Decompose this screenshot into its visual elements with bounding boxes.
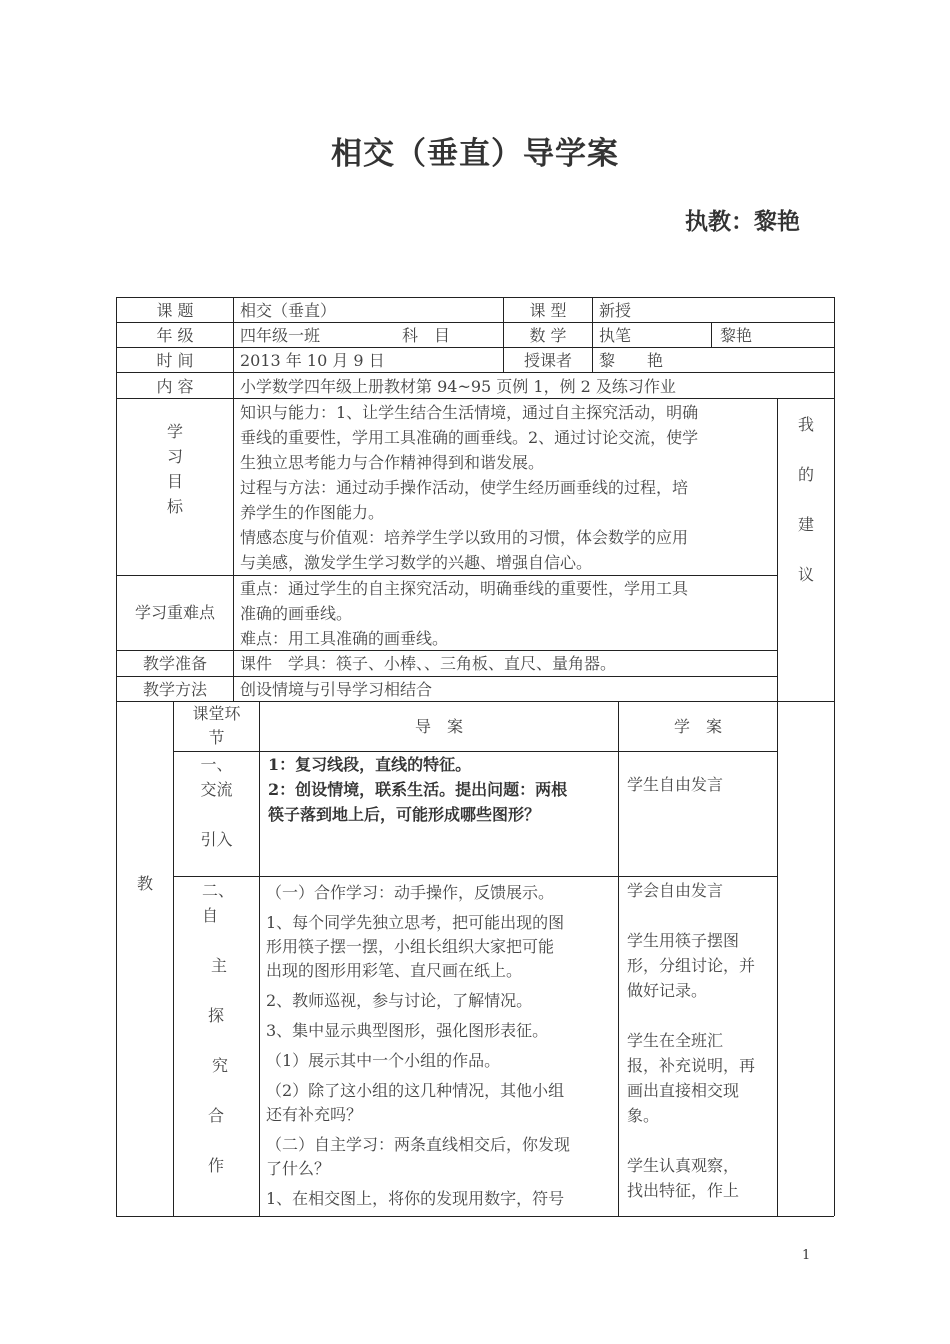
goals-line: 知识与能力：1、让学生结合生活情境，通过自主探究活动，明确 — [240, 403, 699, 422]
goals-label — [117, 419, 233, 519]
value-shijian: 2013 年 10 月 9 日 — [240, 351, 385, 370]
stage2-guide-line: （二）自主学习：两条直线相交后，你发现 — [266, 1135, 571, 1154]
value-keti: 相交（垂直） — [240, 301, 337, 320]
prep-value: 课件 学具：筷子、小棒、、三角板、直尺、量角器。 — [240, 654, 617, 673]
label-zhibi: 执笔 — [599, 326, 632, 345]
stage1-guide-line: 筷子落到地上后，可能形成哪些图形？ — [268, 805, 541, 824]
goals-line: 与美感，激发学生学习数学的兴趣、增强自信心。 — [240, 553, 593, 572]
stage2-guide-line: 2、教师巡视，参与讨论，了解情况。 — [266, 991, 533, 1010]
goals-text — [240, 400, 775, 575]
table-line — [173, 876, 777, 877]
goals-line: 垂线的重要性，学用工具准确的画垂线。2、通过讨论交流，使学 — [240, 428, 699, 447]
method-value: 创设情境与引导学习相结合 — [240, 680, 433, 699]
table-line — [711, 322, 712, 347]
page-number: 1 — [802, 1248, 811, 1263]
stage2-guide-line: 出现的图形用彩笔、直尺画在纸上。 — [266, 961, 523, 980]
stage2-study-line: 象。 — [627, 1106, 660, 1125]
stage2-label — [174, 878, 259, 1178]
table-line — [592, 297, 593, 372]
stage2-guide-line: 形用筷子摆一摆，小组长组织大家把可能 — [266, 937, 555, 956]
label-keti: 课 题 — [156, 301, 194, 320]
stage2-guide-line: （2）除了这小组的这几种情况，其他小组 — [266, 1081, 565, 1100]
stage1-study: 学生自由发言 — [627, 775, 724, 794]
stage2-guide-line: （1）展示其中一个小组的作品。 — [266, 1051, 501, 1070]
stage2-guide-line: 了什么？ — [266, 1159, 331, 1178]
label-neirong: 内 容 — [156, 377, 194, 396]
col-header-stage — [174, 702, 259, 750]
prep-label: 教学准备 — [142, 654, 207, 673]
goals-line: 生独立思考能力与合作精神得到和谐发展。 — [240, 453, 545, 472]
table-line — [618, 701, 619, 1216]
stage2-guide-line: 1、每个同学先独立思考，把可能出现的图 — [266, 913, 565, 932]
label-shijian: 时 间 — [156, 351, 194, 370]
table-line — [259, 701, 260, 1216]
goals-line: 过程与方法：通过动手操作活动，使学生经历画垂线的过程，培 — [240, 478, 689, 497]
col-header-guide: 导 案 — [414, 717, 463, 736]
stage1-guide — [268, 752, 616, 827]
stage1-label-line — [174, 802, 259, 827]
value-shouke: 黎 艳 — [599, 351, 664, 370]
suggestion-column — [778, 400, 834, 600]
stage2-study-line: 学生用筷子摆图 — [627, 931, 740, 950]
stage1-label-line: 交流 — [200, 780, 233, 799]
difficulty-line: 难点：用工具准确的画垂线。 — [240, 629, 449, 648]
stage1-label-line: 引入 — [200, 830, 233, 849]
difficulty-line: 准确的画垂线。 — [240, 604, 353, 623]
stage2-guide-line: 3、集中显示典型图形，强化图形表征。 — [266, 1021, 549, 1040]
stage2-study-line — [627, 903, 775, 928]
author-name: 黎艳 — [754, 208, 800, 235]
stage2-study-line: 学生认真观察， — [627, 1156, 740, 1175]
stage2-label-char: 主 — [211, 956, 228, 975]
stage2-study — [627, 878, 775, 1203]
stage2-guide-line: 还有补充吗？ — [266, 1105, 363, 1124]
stage1-label-line: 一、 — [200, 755, 233, 774]
document-title: 相交（垂直）导学案 — [331, 136, 619, 172]
stage2-guide-line: （一）合作学习：动手操作，反馈展示。 — [266, 883, 555, 902]
value-neirong: 小学数学四年级上册教材第 94~95 页例 1，例 2 及练习作业 — [240, 377, 676, 396]
author-line — [685, 203, 800, 236]
stage2-label-char: 作 — [208, 1156, 225, 1175]
author-label: 执教： — [685, 208, 754, 235]
stage2-label-char: 究 — [212, 1056, 229, 1075]
suggestion-char: 我 — [797, 415, 814, 434]
stage1-guide-line: 1：复习线段，直线的特征。 — [268, 755, 472, 774]
goals-label-char: 标 — [166, 497, 183, 516]
goals-label-char: 目 — [166, 472, 183, 491]
stage2-label-char: 二、 — [202, 881, 235, 900]
label-shouke: 授课者 — [523, 351, 572, 370]
process-side-label: 教 — [136, 874, 153, 893]
label-kexing: 课 型 — [529, 301, 567, 320]
label-kemu: 科 目 — [402, 326, 451, 345]
goals-label-char: 习 — [166, 447, 183, 466]
table-line — [834, 297, 835, 1216]
table-line — [233, 297, 234, 701]
stage2-label-char: 自 — [202, 906, 219, 925]
suggestion-char: 议 — [797, 565, 814, 584]
suggestion-char: 的 — [797, 465, 814, 484]
value-zhibi: 黎艳 — [720, 326, 753, 345]
col-header-study: 学 案 — [673, 717, 722, 736]
difficulty-line: 重点：通过学生的自主探究活动，明确垂线的重要性，学用工具 — [240, 579, 689, 598]
stage2-study-line — [627, 1128, 775, 1153]
method-label: 教学方法 — [142, 680, 207, 699]
stage2-study-line: 画出直接相交现 — [627, 1081, 740, 1100]
stage2-study-line: 报，补充说明，再 — [627, 1056, 756, 1075]
goals-line: 养学生的作图能力。 — [240, 503, 385, 522]
goals-line: 情感态度与价值观：培养学生学以致用的习惯，体会数学的应用 — [240, 528, 689, 547]
difficulty-label: 学习重难点 — [134, 603, 215, 622]
difficulty-text — [240, 576, 775, 651]
stage1-guide-line: 2：创设情境，联系生活。提出问题：两根 — [268, 780, 568, 799]
col-header-stage-line: 节 — [208, 728, 225, 747]
stage2-label-char: 探 — [208, 1006, 225, 1025]
stage2-study-line: 形，分组讨论，并 — [627, 956, 756, 975]
stage2-study-line: 做好记录。 — [627, 981, 708, 1000]
suggestion-char: 建 — [797, 515, 814, 534]
value-nianji: 四年级一班 — [240, 326, 321, 345]
col-header-stage-line: 课堂环 — [192, 704, 241, 723]
value-kexing: 新授 — [599, 301, 632, 320]
goals-label-char: 学 — [166, 422, 183, 441]
stage1-label — [174, 752, 259, 852]
stage2-label-char: 合 — [208, 1106, 225, 1125]
stage2-study-line: 学生在全班汇 — [627, 1031, 724, 1050]
stage2-study-line: 找出特征，作上 — [627, 1181, 740, 1200]
stage2-study-line: 学会自由发言 — [627, 881, 724, 900]
stage2-guide-line: 1、在相交图上，将你的发现用数字，符号 — [266, 1189, 565, 1208]
stage2-guide — [266, 881, 616, 1211]
label-nianji: 年 级 — [156, 326, 194, 345]
value-kemu: 数 学 — [529, 326, 567, 345]
stage2-study-line — [627, 1003, 775, 1028]
table-line — [116, 1216, 834, 1217]
